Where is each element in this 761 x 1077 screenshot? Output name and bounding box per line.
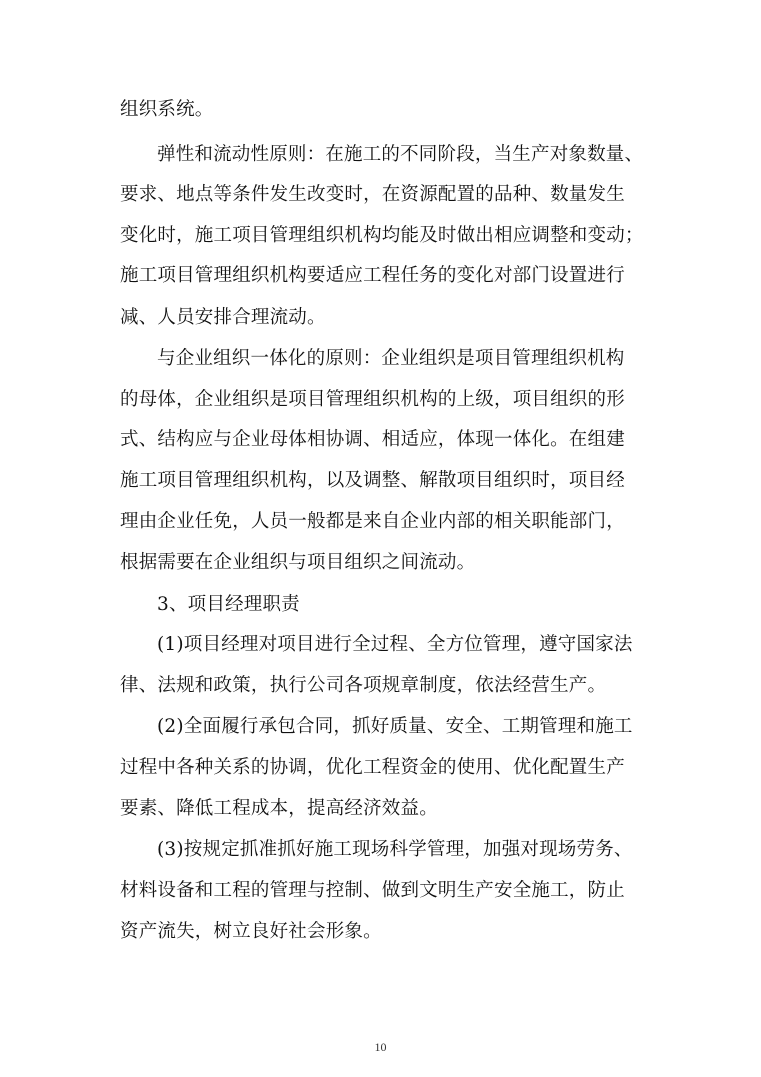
text-line: 施工项目管理组织机构要适应工程任务的变化对部门设置进行 [120,265,625,286]
text-line: 根据需要在企业组织与项目组织之间流动。 [120,552,476,573]
text-line: 材料设备和工程的管理与控制、做到文明生产安全施工，防止 [120,880,625,901]
text-line: 要素、降低工程成本，提高经济效益。 [120,798,438,819]
paragraph-first-line: 与企业组织一体化的原则：企业组织是项目管理组织机构 [157,348,625,369]
text-line: 的母体，企业组织是项目管理组织机构的上级，项目组织的形 [120,389,625,410]
text-line: 式、结构应与企业母体相协调、相适应，体现一体化。在组建 [120,429,625,450]
paragraph-first-line: (3)按规定抓准抓好施工现场科学管理，加强对现场劳务、 [157,839,633,860]
text-line: 要求、地点等条件发生改变时，在资源配置的品种、数量发生 [120,184,625,205]
text-line: 变化时，施工项目管理组织机构均能及时做出相应调整和变动； [120,225,644,246]
paragraph-first-line: (1)项目经理对项目进行全过程、全方位管理，遵守国家法 [157,634,633,655]
text-line: 减、人员安排合理流动。 [120,307,326,328]
page-number: 10 [374,1040,387,1054]
text-line: 施工项目管理组织机构，以及调整、解散项目组织时，项目经 [120,470,625,491]
text-line: 理由企业任免，人员一般都是来自企业内部的相关职能部门， [120,511,625,532]
text-line: 律、法规和政策，执行公司各项规章制度，依法经营生产。 [120,675,607,696]
text-line: 组织系统。 [120,99,214,120]
paragraph-first-line: (2)全面履行承包合同，抓好质量、安全、工期管理和施工 [157,716,633,737]
section-heading: 3、项目经理职责 [157,594,300,615]
text-line: 过程中各种关系的协调，优化工程资金的使用、优化配置生产 [120,757,625,778]
paragraph-first-line: 弹性和流动性原则：在施工的不同阶段，当生产对象数量、 [157,144,644,165]
text-line: 资产流失，树立良好社会形象。 [120,921,382,942]
